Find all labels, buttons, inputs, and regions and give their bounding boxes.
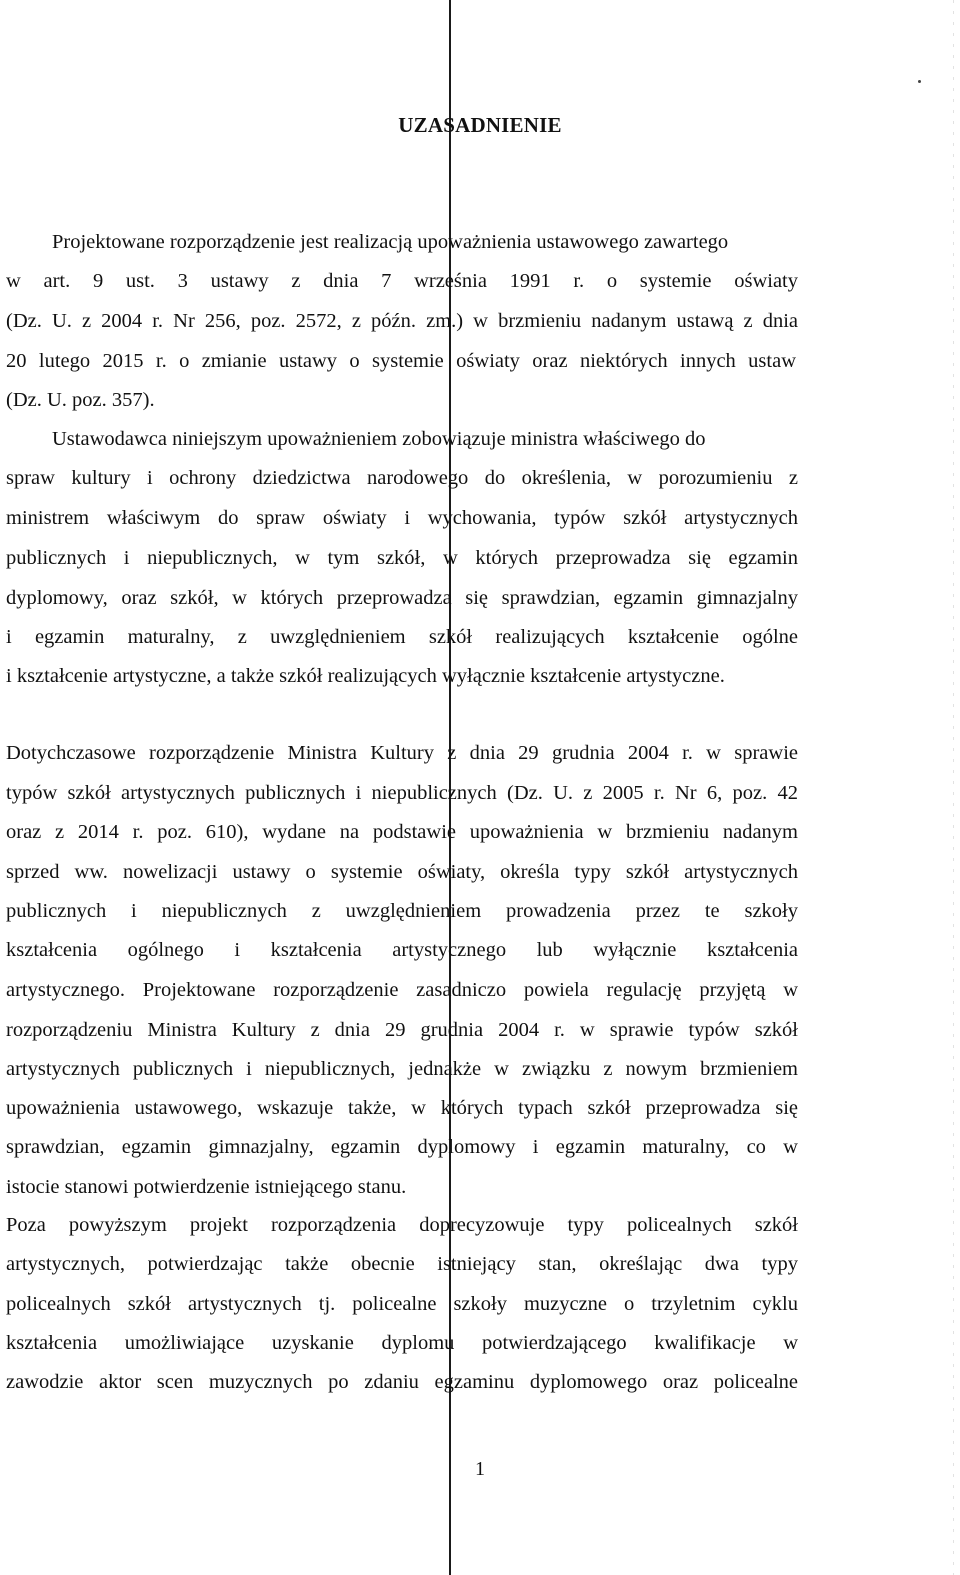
text-line: 20 lutego 2015 r. o zmianie ustawy o systemie oświaty oraz niektórych innych ustaw <box>6 350 796 372</box>
text-line: Ustawodawca niniejszym upoważnieniem zobowiązuje ministra właściwego do <box>52 428 706 450</box>
text-line: sprzed ww. nowelizacji ustawy o systemie oświaty, określa typy szkół artystycznych <box>6 861 798 883</box>
text-line: Dotychczasowe rozporządzenie Ministra Kultury z dnia 29 grudnia 2004 r. w sprawie <box>6 742 798 764</box>
text-line: Projektowane rozporządzenie jest realizacją upoważnienia ustawowego zawartego <box>52 231 729 253</box>
text-line: sprawdzian, egzamin gimnazjalny, egzamin dyplomowy i egzamin maturalny, co w <box>6 1136 798 1158</box>
text-line: zawodzie aktor scen muzycznych po zdaniu egzaminu dyplomowego oraz policealne <box>6 1371 798 1393</box>
text-line: artystycznego. Projektowane rozporządzenie zasadniczo powiela regulację przyjętą w <box>6 979 798 1001</box>
text-line: typów szkół artystycznych publicznych i niepublicznych (Dz. U. z 2005 r. Nr 6, poz. 42 <box>6 782 798 804</box>
scan-edge-noise <box>953 0 954 1575</box>
text-line: policealnych szkół artystycznych tj. policealne szkoły muzyczne o trzyletnim cyklu <box>6 1293 798 1315</box>
text-line: rozporządzeniu Ministra Kultury z dnia 29 grudnia 2004 r. w sprawie typów szkół <box>6 1019 798 1041</box>
text-line: publicznych i niepublicznych z uwzględnieniem prowadzenia przez te szkoły <box>6 900 798 922</box>
text-line: spraw kultury i ochrony dziedzictwa narodowego do określenia, w porozumieniu z <box>6 467 798 489</box>
text-line: publicznych i niepublicznych, w tym szkół, w których przeprowadza się egzamin <box>6 547 798 569</box>
text-line: w art. 9 ust. 3 ustawy z dnia 7 września 1991 r. o systemie oświaty <box>6 270 798 292</box>
text-line: kształcenia umożliwiające uzyskanie dyplomu potwierdzającego kwalifikacje w <box>6 1332 798 1354</box>
text-line: (Dz. U. z 2004 r. Nr 256, poz. 2572, z późn. zm.) w brzmieniu nadanym ustawą z dnia <box>6 310 798 332</box>
text-line: (Dz. U. poz. 357). <box>6 389 155 411</box>
text-line: i egzamin maturalny, z uwzględnieniem szkół realizujących kształcenie ogólne <box>6 626 798 648</box>
scan-dot <box>918 80 921 83</box>
text-line: artystycznych, potwierdzając także obecnie istniejący stan, określając dwa typy <box>6 1253 798 1275</box>
document-title: UZASADNIENIE <box>398 113 562 137</box>
text-line: istocie stanowi potwierdzenie istniejącego stanu. <box>6 1176 407 1198</box>
text-line: oraz z 2014 r. poz. 610), wydane na podstawie upoważnienia w brzmieniu nadanym <box>6 821 798 843</box>
text-line: artystycznych publicznych i niepublicznych, jednakże w związku z nowym brzmieniem <box>6 1058 798 1080</box>
text-line: i kształcenie artystyczne, a także szkół realizujących wyłącznie kształcenie artystyczne. <box>6 665 725 687</box>
page-number: 1 <box>475 1458 485 1480</box>
text-line: kształcenia ogólnego i kształcenia artystycznego lub wyłącznie kształcenia <box>6 939 798 961</box>
text-line: Poza powyższym projekt rozporządzenia doprecyzowuje typy policealnych szkół <box>6 1214 798 1236</box>
text-line: ministrem właściwym do spraw oświaty i wychowania, typów szkół artystycznych <box>6 507 798 529</box>
text-line: upoważnienia ustawowego, wskazuje także, w których typach szkół przeprowadza się <box>6 1097 798 1119</box>
text-line: dyplomowy, oraz szkół, w których przeprowadza się sprawdzian, egzamin gimnazjalny <box>6 587 798 609</box>
